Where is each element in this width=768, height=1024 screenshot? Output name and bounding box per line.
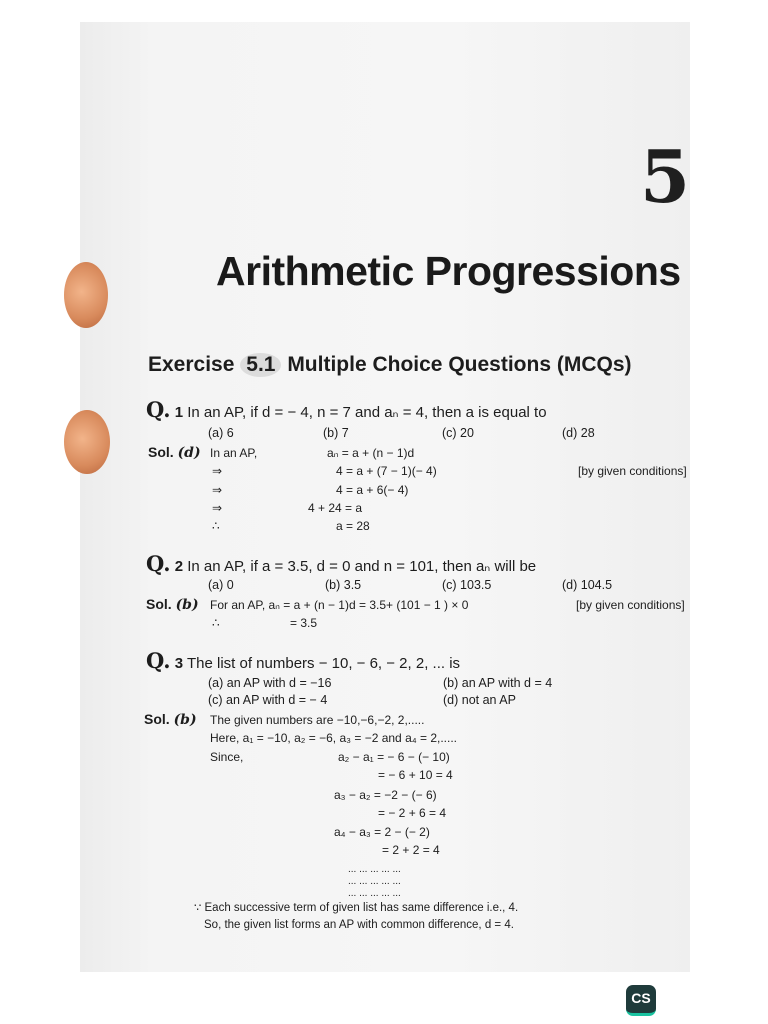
q2-sol-line: = 3.5 <box>290 616 318 630</box>
exercise-heading <box>148 353 632 377</box>
exercise-title: Multiple Choice Questions (MCQs) <box>287 353 632 376</box>
chapter-title: Arithmetic Progressions <box>216 248 681 294</box>
q1-option-b: (b) 7 <box>323 426 349 440</box>
q2-sol-line: ∴ <box>212 616 220 630</box>
q3-solution-label: Sol. (b) <box>144 711 197 728</box>
chapter-number: 5 <box>640 134 691 219</box>
q1-solution-label: Sol. (d) <box>148 444 201 461</box>
q1-sol-line: ⇒ <box>212 501 223 515</box>
q1-sol-line: 4 + 24 = a <box>308 501 363 515</box>
q-mark: Q. <box>146 551 171 576</box>
q3-option-c: (c) an AP with d = − 4 <box>208 693 328 707</box>
q1-sol-line: aₙ = a + (n − 1)d <box>327 446 415 460</box>
q1-option-c: (c) 20 <box>442 426 474 440</box>
exercise-number: 5.1 <box>240 353 281 377</box>
q3-option-d: (d) not an AP <box>443 693 516 707</box>
q1-sol-line: ⇒ <box>212 483 223 497</box>
q1-sol-line: a = 28 <box>336 519 370 533</box>
q1-option-a: (a) 6 <box>208 426 234 440</box>
q3-sol-line: = − 6 + 10 = 4 <box>378 768 453 782</box>
q2-option-c: (c) 103.5 <box>442 578 492 592</box>
q3-option-a: (a) an AP with d = −16 <box>208 676 332 690</box>
q3-solution-answer: (b) <box>173 712 197 728</box>
q-number: 3 <box>174 655 184 672</box>
q2-solution-label: Sol. (b) <box>146 596 199 613</box>
q1-sol-line: 4 = a + 6(− 4) <box>336 483 409 497</box>
q-mark: Q. <box>146 648 171 673</box>
q3-sol-line: So, the given list forms an AP with common difference, d = 4. <box>204 919 514 931</box>
q3-sol-line: ... ... ... ... ... <box>348 888 401 899</box>
q2-sol-line: [by given conditions] <box>576 598 685 612</box>
q1-solution-answer: (d) <box>177 445 201 461</box>
q-text: In an AP, if d = − 4, n = 7 and aₙ = 4, then a is equal to <box>187 404 547 421</box>
q2-option-b: (b) 3.5 <box>325 578 362 592</box>
q-text: The list of numbers − 10, − 6, − 2, 2, ... is <box>186 655 461 672</box>
q3-option-b: (b) an AP with d = 4 <box>443 676 553 690</box>
q3-sol-line: a₂ − a₁ = − 6 − (− 10) <box>338 750 450 764</box>
q3-sol-line: a₄ − a₃ = 2 − (− 2) <box>334 825 430 839</box>
q3-sol-line: = 2 + 2 = 4 <box>382 843 440 857</box>
q1-option-d: (d) 28 <box>562 426 595 440</box>
q2-option-d: (d) 104.5 <box>562 578 613 592</box>
q-number: 1 <box>174 404 184 421</box>
q2-sol-line: For an AP, aₙ = a + (n − 1)d = 3.5+ (101 − 1 ) × 0 <box>210 598 469 612</box>
finger-bottom <box>64 410 110 474</box>
q-text: In an AP, if a = 3.5, d = 0 and n = 101, then aₙ will be <box>187 558 537 575</box>
q3-sol-line: ... ... ... ... ... <box>348 864 401 875</box>
question-3 <box>146 648 460 673</box>
q3-sol-line: ... ... ... ... ... <box>348 876 401 887</box>
question-2 <box>146 551 536 576</box>
q3-sol-line: a₃ − a₂ = −2 − (− 6) <box>334 788 437 802</box>
camscanner-logo: CS <box>626 985 656 1016</box>
q1-sol-line: [by given conditions] <box>578 464 687 478</box>
q3-sol-line: = − 2 + 6 = 4 <box>378 806 447 820</box>
question-1 <box>146 397 547 422</box>
q1-sol-line: 4 = a + (7 − 1)(− 4) <box>336 464 437 478</box>
q-number: 2 <box>174 558 184 575</box>
exercise-label: Exercise <box>148 353 235 376</box>
q1-sol-line: ∴ <box>212 519 220 533</box>
q2-option-a: (a) 0 <box>208 578 234 592</box>
q3-sol-line: Since, <box>210 750 244 764</box>
q3-sol-line: The given numbers are −10,−6,−2, 2,..... <box>210 713 425 727</box>
q2-solution-answer: (b) <box>175 597 199 613</box>
q1-sol-line: In an AP, <box>210 446 258 460</box>
q3-sol-line: Here, a₁ = −10, a₂ = −6, a₃ = −2 and a₄ = 2,..... <box>210 731 457 745</box>
q-mark: Q. <box>146 397 171 422</box>
q3-sol-line: ∵ Each successive term of given list has same difference i.e., 4. <box>194 902 519 914</box>
q1-sol-line: ⇒ <box>212 464 223 478</box>
finger-top <box>64 262 108 328</box>
